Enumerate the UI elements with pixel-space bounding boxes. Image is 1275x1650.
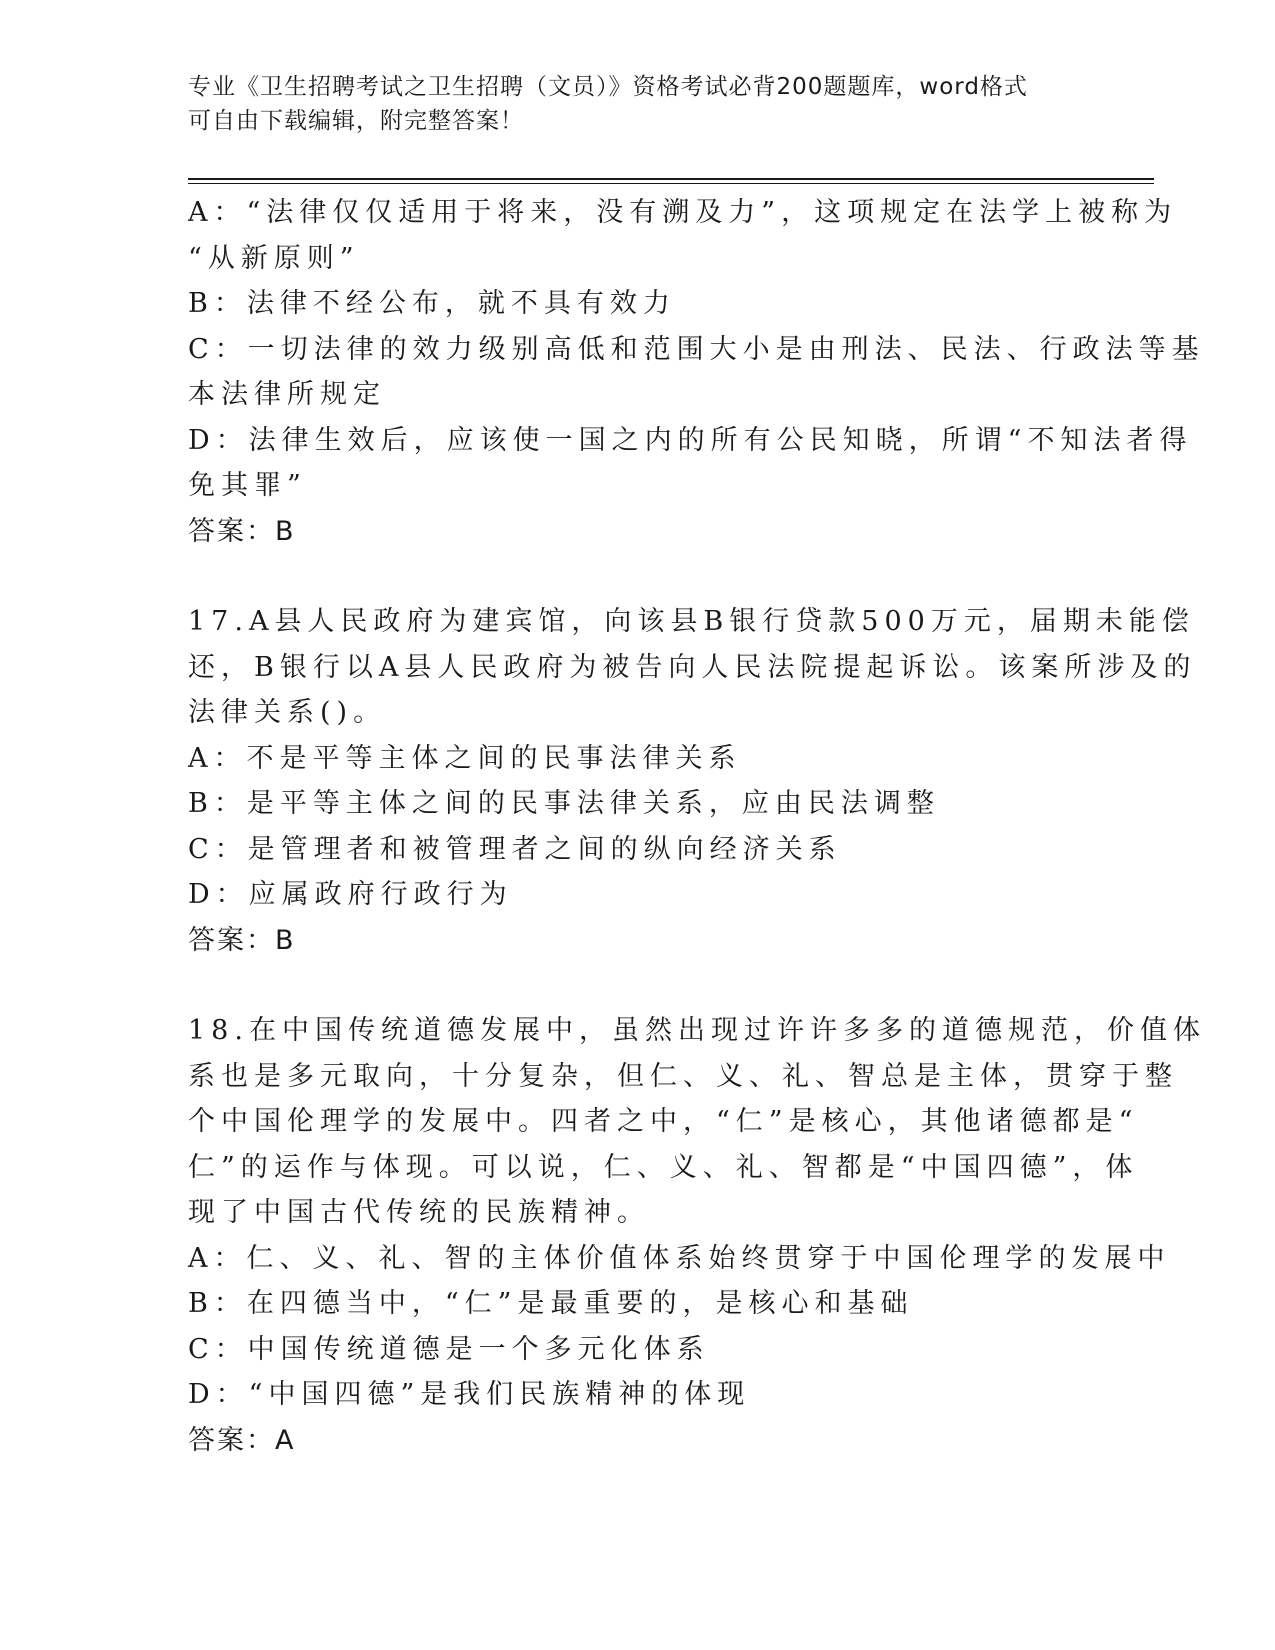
answer-label: 答案：A	[188, 1424, 296, 1456]
text-line: 免其罪”	[188, 470, 307, 501]
block-spacer	[188, 963, 1088, 1008]
option-d: D：“中国四德”是我们民族精神的体现	[188, 1379, 751, 1410]
option-d: D：应属政府行政行为	[188, 879, 513, 910]
question-stem-line: 仁”的运作与体现。可以说，仁、义、礼、智都是“中国四德”，体	[188, 1151, 1139, 1183]
text-line: “从新原则”	[188, 242, 360, 274]
option-a: A：不是平等主体之间的民事法律关系	[188, 742, 742, 774]
question-stem-line: 18.在中国传统道德发展中，虽然出现过许许多多的道德规范，价值体	[188, 1015, 1206, 1046]
question-stem-line: 系也是多元取向，十分复杂，但仁、义、礼、智总是主体，贯穿于整	[188, 1060, 1178, 1092]
text-line: B：法律不经公布，就不具有效力	[188, 288, 676, 319]
option-b: B：是平等主体之间的民事法律关系，应由民法调整	[188, 788, 940, 819]
option-c: C：中国传统道德是一个多元化体系	[188, 1333, 710, 1365]
question-block-17	[188, 599, 1197, 963]
block-spacer	[188, 554, 1088, 599]
text-line: 本法律所规定	[188, 379, 386, 410]
option-a: A：仁、义、礼、智的主体价值体系始终贯穿于中国伦理学的发展中	[188, 1242, 1171, 1274]
question-block-18	[188, 1008, 1206, 1463]
header-title-line-2: 可自由下载编辑，附完整答案！	[188, 108, 524, 134]
text-line: A：“法律仅仅适用于将来，没有溯及力”，这项规定在法学上被称为	[188, 197, 1178, 228]
question-stem-line: 个中国伦理学的发展中。四者之中，“仁”是核心，其他诸德都是“	[188, 1106, 1139, 1137]
text-line: D：法律生效后，应该使一国之内的所有公民知晓，所谓“不知法者得	[188, 424, 1193, 456]
header-title-line-1: 专业《卫生招聘考试之卫生招聘（文员）》资格考试必背200题题库，word格式	[188, 74, 1028, 100]
question-stem-line: 法律关系()。	[188, 697, 387, 728]
question-stem-line: 17.A县人民政府为建宾馆，向该县B银行贷款500万元，届期未能偿	[188, 606, 1195, 637]
question-list	[188, 190, 1206, 1463]
answer-label: 答案：B	[188, 924, 296, 956]
question-stem-line: 现了中国古代传统的民族精神。	[188, 1197, 650, 1228]
question-block-16	[188, 190, 1205, 554]
header-divider-thin	[188, 183, 1154, 184]
answer-label: 答案：B	[188, 515, 296, 547]
header-divider-thick	[188, 178, 1154, 180]
page-header	[188, 70, 1088, 138]
option-b: B：在四德当中，“仁”是最重要的，是核心和基础	[188, 1288, 914, 1319]
question-stem-line: 还，B银行以A县人民政府为被告向人民法院提起诉讼。该案所涉及的	[188, 651, 1197, 683]
option-c: C：是管理者和被管理者之间的纵向经济关系	[188, 833, 842, 865]
text-line: C：一切法律的效力级别高低和范围大小是由刑法、民法、行政法等基	[188, 333, 1205, 365]
